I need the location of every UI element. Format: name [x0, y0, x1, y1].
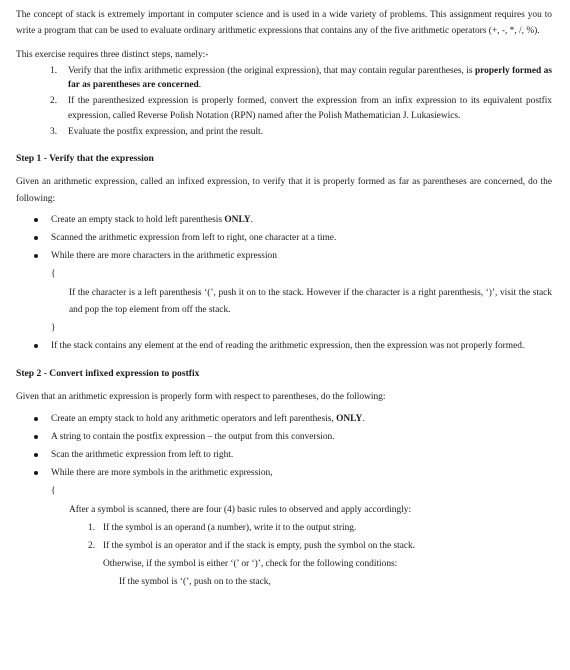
rule-number: 1.	[88, 523, 96, 534]
step-item	[50, 94, 552, 124]
step2-bullets	[16, 412, 552, 481]
bullet-text: Scan the arithmetic expression from left to right.	[51, 449, 234, 460]
bullet-bold-text: ONLY	[336, 413, 363, 424]
rules-list	[16, 521, 552, 554]
bullet-bold-text: ONLY	[224, 215, 251, 226]
list-item	[51, 231, 552, 246]
bullet-text: If the stack contains any element at the end of reading the arithmetic expression, then the expression was not properly formed.	[51, 341, 525, 352]
intro-paragraph: The concept of stack is extremely important in computer science and is used in a wide variety of problems. This assignment requires you to write a program that can be used to evaluate ordinary arithmetic expressions that contains any of the five arithmetic operators (+, -, *, /, %).	[16, 10, 552, 36]
step-text: Evaluate the postfix expression, and print the result.	[68, 126, 264, 137]
bullet-icon	[34, 218, 38, 222]
bullet-icon	[34, 344, 38, 348]
step-item	[50, 64, 552, 94]
rule-text: If the symbol is an operator and if the stack is empty, push the symbol on the stack.	[103, 541, 416, 552]
bullet-text: While there are more symbols in the arithmetic expression,	[51, 467, 273, 478]
steps-list	[16, 64, 552, 140]
step-text: Verify that the infix arithmetic expression (the original expression), that may contain regular parentheses, is	[68, 65, 475, 76]
close-brace: }	[51, 323, 56, 334]
rule-text: If the symbol is an operand (a number), write it to the output string.	[103, 523, 357, 534]
rule-item	[88, 521, 552, 536]
otherwise-text: Otherwise, if the symbol is either ‘(’ or ‘)’, check for the following conditions:	[103, 559, 398, 570]
step1-bullets	[16, 213, 552, 264]
bullet-icon	[34, 254, 38, 258]
list-item	[51, 448, 552, 463]
exercise-intro: This exercise requires three distinct steps, namely:-	[16, 50, 209, 60]
bullet-icon	[34, 417, 38, 421]
step-number: 2.	[50, 96, 58, 107]
bullet-tail: .	[250, 215, 253, 226]
open-brace: {	[51, 485, 56, 496]
step2-lead: Given that an arithmetic expression is properly form with respect to parentheses, do the following:	[16, 392, 386, 403]
list-item	[51, 466, 552, 481]
bullet-text: A string to contain the postfix expression – the output from this conversion.	[51, 431, 335, 442]
step-number: 3.	[50, 126, 58, 137]
step-text: If the parenthesized expression is properly formed, convert the expression from an infix expression to its equivalent postfix expression, called Reverse Polish Notation (RPN) named after the Polish Mathematician J. Lukasiewics.	[68, 96, 552, 121]
open-brace: {	[51, 269, 56, 280]
bullet-icon	[34, 471, 38, 475]
step2-heading: Step 2 - Convert infixed expression to postfix	[16, 368, 200, 380]
rules-intro: After a symbol is scanned, there are four (4) basic rules to observed and apply accordingly:	[69, 504, 412, 515]
step-tail: .	[198, 80, 202, 91]
bullet-text: While there are more characters in the arithmetic expression	[51, 251, 277, 262]
condition-text: If the symbol is ‘(’, push on to the stack,	[119, 577, 271, 588]
bullet-text: Create an empty stack to hold any arithmetic operators and left parenthesis,	[51, 413, 337, 424]
bullet-icon	[34, 453, 38, 457]
step-item	[50, 125, 552, 140]
step1-bullets-end	[16, 339, 552, 354]
step1-lead: Given an arithmetic expression, called an infixed expression, to verify that it is properly formed as far as parentheses are concerned, do the following:	[16, 177, 552, 204]
bullet-icon	[34, 435, 38, 439]
list-item	[51, 249, 552, 264]
list-item	[51, 430, 552, 445]
bullet-icon	[34, 236, 38, 240]
rule-number: 2.	[88, 541, 96, 552]
bullet-text: Scanned the arithmetic expression from left to right, one character at a time.	[51, 233, 337, 244]
bullet-text: Create an empty stack to hold left parenthesis	[51, 215, 225, 226]
step-bold-text: properly formed as far as parentheses are concerned	[68, 65, 552, 91]
rule-item	[88, 539, 552, 554]
list-item	[51, 412, 552, 427]
step1-inner-text: If the character is a left parenthesis ‘(’, push it on to the stack. However if the character is a right parenthesis, ‘)’, visit the stack and pop the top element from off the stack.	[69, 288, 552, 315]
list-item	[51, 339, 552, 354]
list-item	[51, 213, 552, 228]
step1-heading: Step 1 - Verify that the expression	[16, 153, 154, 165]
step-number: 1.	[50, 65, 58, 76]
bullet-tail: .	[362, 413, 365, 424]
